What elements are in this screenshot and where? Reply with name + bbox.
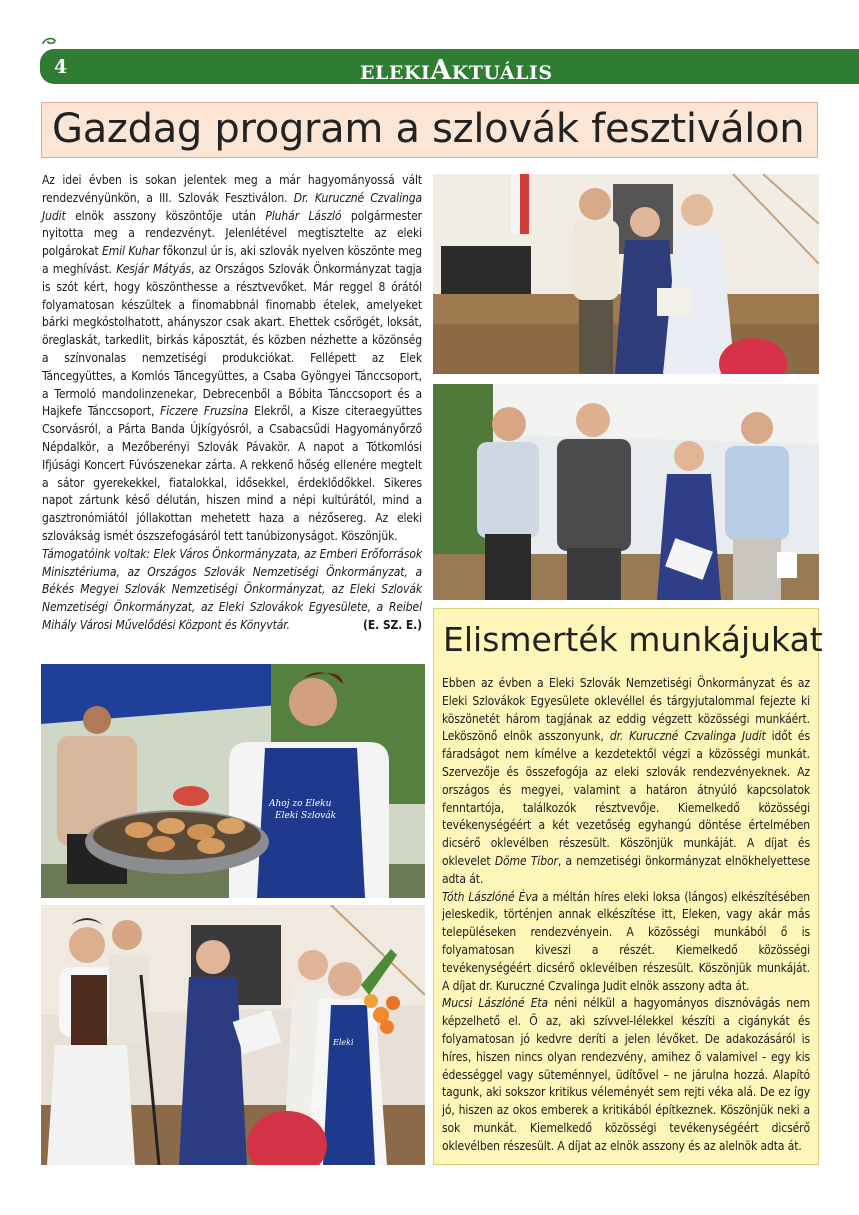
supporters-paragraph xyxy=(42,546,422,635)
text-run: főkonzul úr is, aki szlovák nyelven köszönte meg a meghívást. xyxy=(42,244,422,276)
apron-text-3: Eleki xyxy=(333,1038,354,1047)
photo-loksa-cooking xyxy=(41,664,425,898)
text-run: Az idei évben is sokan jelentek meg a már hagyományossá vált rendezvényünkön, a III. Szlovák Fesztiválon. xyxy=(42,173,422,205)
text-run: a méltán híres eleki loksa (lángos) elkészítésében jeleskedik, történjen annak elkészítése itt, Eleken, vagy akár más településeken rendezvényein. A közösségi munkából ő is folyamatosan kiveszi a részét. Kiemelkedő közösségi tevékenységéért dicsérő oklevélben részesült. Köszönjük munkáját. A díjat dr. Kuruczné Czvalinga Judit elnök asszony adta át. xyxy=(442,889,810,993)
name-highlight: dr. Kuruczné Czvalinga Judit xyxy=(609,729,766,744)
text-run: , az Országos Szlovák Önkormányzat tagja is szót kért, hogy köszönthesse a résztvevőket. Már reggel 8 órától folyamatosan készültek a finomabbnál finomabb ételek, amelyeket bárki megkóstolhatott, ahányszor csak akart. Ehettek csőrögét, loksát, öreglaskát, tarkedlit, birkás káposztát, és közben nézhette a közönség a színvonalas nemzetiségi produkciókat. Fellépett az Elek Táncegyüttes, a Komlós Táncegyüttes, a Csaba Gyöngyei Tánccsoport, a Termoló mandolinzenekar, Debrecenből a Bóbita Tánccsoport és a Hajkefe Tánccsoport, xyxy=(42,261,422,419)
name-highlight: Kesjár Mátyás xyxy=(116,261,192,276)
name-highlight: Pluhár László xyxy=(265,208,342,223)
article-title: Gazdag program a szlovák fesztiválon xyxy=(52,106,805,152)
recognition-paragraph-1 xyxy=(442,675,810,889)
recognition-title: Elismerték munkájukat xyxy=(443,620,823,659)
recognition-paragraph-3 xyxy=(442,995,810,1155)
text-run: polgármester nyitotta meg a rendezvényt. Jelenlétével megtisztelte az eleki polgárokat xyxy=(42,208,422,259)
photo-award-flowers xyxy=(41,905,425,1165)
masthead-suffix: KTUÁLIS xyxy=(451,62,553,84)
text-run: , a nemzetiségi önkormányzat elnökhelyettese adta át. xyxy=(442,853,810,886)
text-run: Ebben az évben a Eleki Szlovák Nemzetiségi Önkormányzat és az Eleki Szlovákok Egyesülete oklevéllel és tárgyjutalommal fejezte ki köszönetét három tagjának az eddig végzett közösségi munkáért. Leköszönő elnök asszonyunk, xyxy=(442,676,810,744)
photo-award-stage xyxy=(433,174,819,374)
page-number: 4 xyxy=(54,56,68,78)
apron-text-1: Ahoj zo Eleku xyxy=(269,799,332,809)
recognition-body xyxy=(442,675,810,1156)
logo-swirl-icon xyxy=(42,36,56,46)
apron-text-2: Eleki Szlovák xyxy=(275,811,337,821)
article-paragraph xyxy=(42,172,422,546)
text-run: néni nélkül a hagyományos disznóvágás nem képzelhető el. Ő az, aki szívvel-lélekkel készíti a cigánykát és folyamatosan jó kedvre deríti a jelen lévőket. De adakozásáról is híres, hiszen nincs olyan rendezvény, amihez ő valamivel - egy kis édességgel vagy süteménnyel, üdítővel – ne járulna hozzá. Alapító tagunk, aki sokszor kritikus véleményét sem rejti véka alá. De ez így jó, hiszen az okos emberek a kritikából építkeznek. Köszönjük neki a sok munkát. Kiemelkedő közösségi tevékenységéért dicsérő oklevélben részesült. A díjat az elnök asszony és az alelnök adta át. xyxy=(442,996,811,1153)
masthead-big-letter: A xyxy=(430,55,452,86)
masthead-prefix: ELEKI xyxy=(360,62,431,84)
article-signature: (E. SZ. E.) xyxy=(363,617,422,632)
masthead xyxy=(360,55,553,86)
photo-group-four xyxy=(433,384,819,600)
recognition-paragraph-2 xyxy=(442,889,810,996)
name-highlight: Ficzere Fruzsina xyxy=(160,404,249,419)
supporters-text: Támogatóink voltak: Elek Város Önkormányzata, az Emberi Erőforrások Minisztériuma, az Országos Szlovák Nemzetiségi Önkormányzat, a Békés Megyei Szlovák Nemzetiségi Önkormányzat, az Eleki Szlovák Nemzetiségi Önkormányzat, az Eleki Szlovákok Egyesülete, a Reibel Mihály Városi Művelődési Központ és Könyvtár. xyxy=(42,546,422,632)
name-highlight: Mucsi Lászlóné Eta xyxy=(442,996,549,1011)
text-run: elnök asszony köszöntője után xyxy=(65,208,266,223)
name-highlight: Döme Tibor xyxy=(494,853,558,868)
name-highlight: Emil Kuhar xyxy=(102,244,160,259)
name-highlight: Dr. Kuruczné Czvalinga Judit xyxy=(42,190,422,223)
text-run: időt és fáradságot nem kímélve a kezdetektől végzi a közösségi munkát. Szervezője és összefogója az eleki szlovák rendezvényeknek. Az országos és megyei, valamint a határon átnyúló kapcsolatok fenntartója, találkozók résztvevője. Kiemelkedő közösségi tevékenységéért a két vezetőség egyhangú döntése értelmében dicsérő oklevélben részesült. Köszönjük munkáját. A díjat és oklevelet xyxy=(442,729,810,868)
article-body xyxy=(42,172,422,635)
name-highlight: Tóth Lászlóné Éva xyxy=(442,889,539,904)
text-run: Elekről, a Kisze citeraegyüttes Csorvásról, a Párta Banda Újkígyósról, a Csabacsűdi Hagyományőrző Népdalkör, a Mezőberényi Szlovák Pávakör. A napot a Tótkomlósi Ifjúsági Koncert Fúvószenekar zárta. A rekkenő hőség ellenére megtelt a sátor gyerekekkel, fiatalokkal, idősekkel, érdeklődőkkel. Sikeres napot zártunk késő délután, hiszen mind a népi kultúrától, mind a gasztronómiától jóllakottan mehetett haza a nézősereg. Az eleki szlovákság ismét ószszefogásáról tett tanúbizonyságot. Köszönjük. xyxy=(42,404,422,543)
